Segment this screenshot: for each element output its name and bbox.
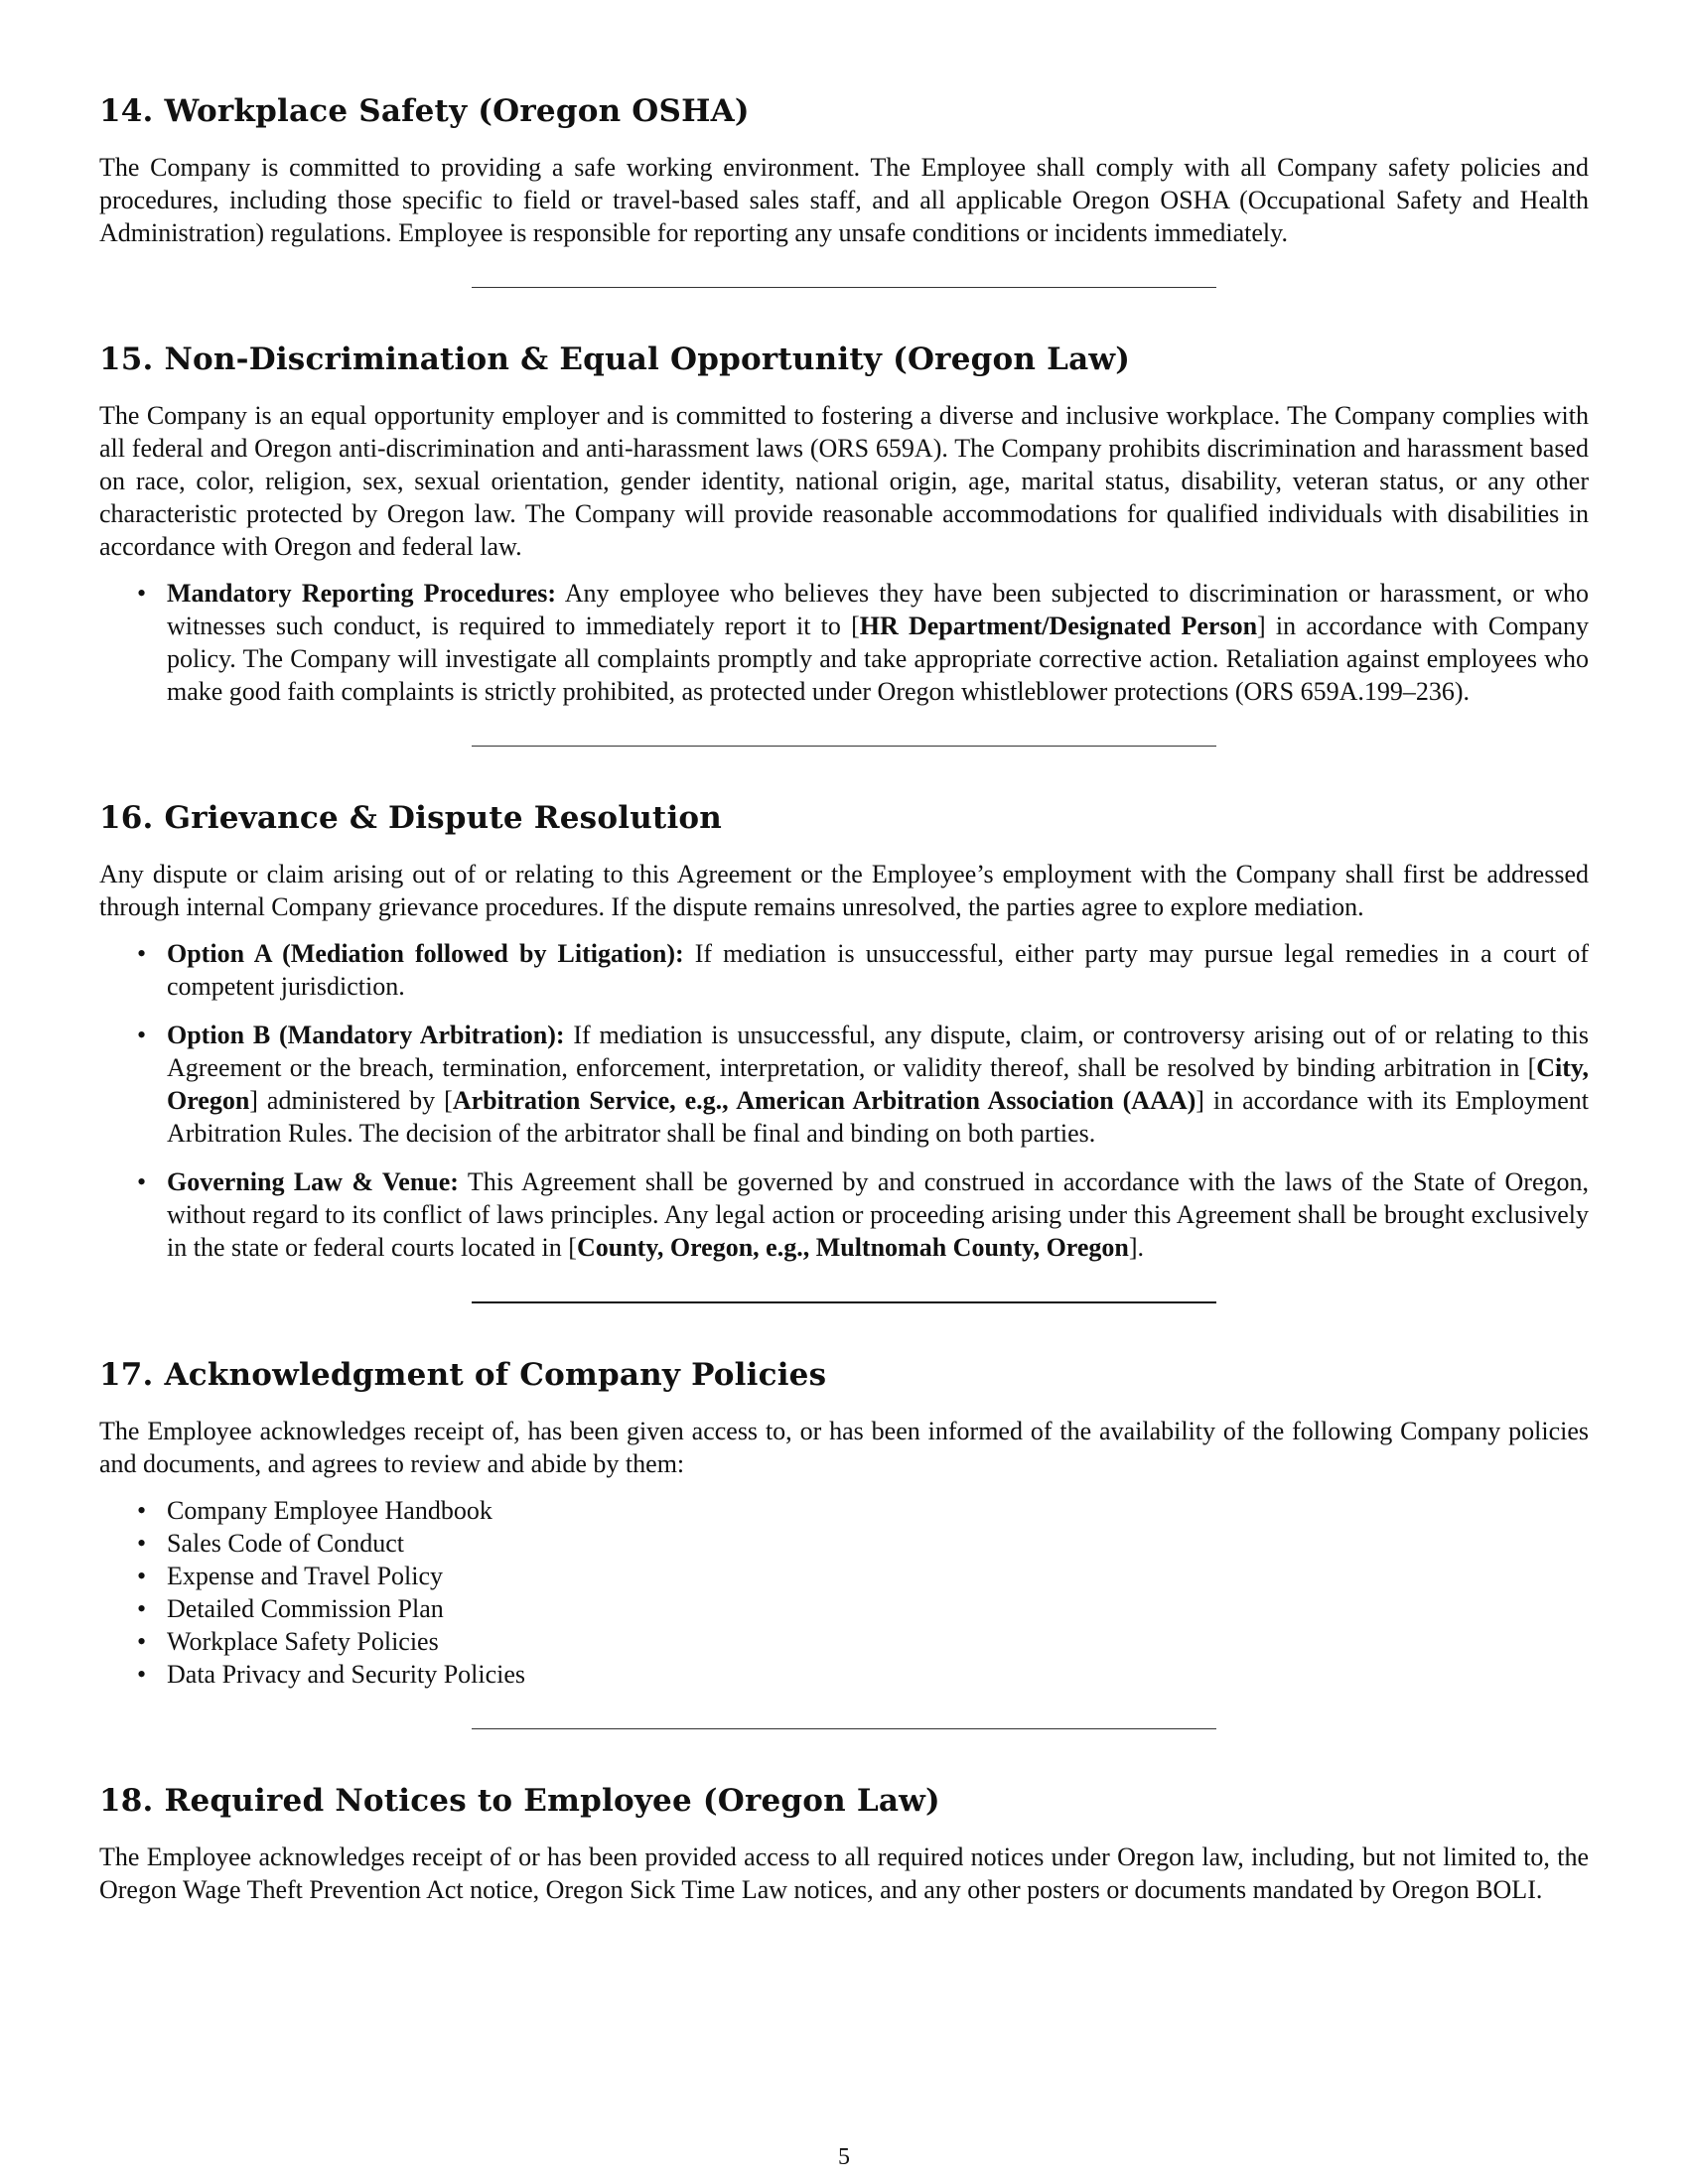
bullet-text: ] in accordance with its Employment Arbitration Rules. The decision of the arbitrator shall be final and binding on both parties. xyxy=(167,1086,1589,1148)
section-paragraph: The Company is committed to providing a safe working environment. The Employee shall comply with all Company safety policies and procedures, including those specific to field or travel-based sales staff, and all applicable Oregon OSHA (Occupational Safety and Health Administration) regulations. Employee is responsible for reporting any unsafe conditions or incidents immediately. xyxy=(99,153,1589,247)
placeholder-text: City, Oregon xyxy=(167,1053,1589,1115)
section-heading: 17. Acknowledgment of Company Policies xyxy=(99,1357,827,1393)
page-number: 5 xyxy=(838,2144,850,2170)
list-item: • Detailed Commission Plan xyxy=(167,1592,1589,1625)
bullet-text: This Agreement shall be governed by and construed in accordance with the laws of the State of Oregon, without regard to its conflict of laws principles. Any legal action or proceeding arising under this Agreement shall be brought exclusively in the state or federal courts located in [ xyxy=(167,1167,1589,1262)
list-item xyxy=(167,1019,1589,1150)
list-item: • Sales Code of Conduct xyxy=(167,1527,1589,1560)
list-item xyxy=(167,577,1589,708)
list-item: • Company Employee Handbook xyxy=(167,1494,1589,1527)
placeholder-text: HR Department/Designated Person xyxy=(859,612,1258,640)
bullet-label: Governing Law & Venue: xyxy=(167,1167,459,1196)
document-page xyxy=(99,91,1589,1906)
bullet-label: Option B (Mandatory Arbitration): xyxy=(167,1021,565,1049)
bullet-text: ] administered by [ xyxy=(249,1086,453,1115)
section-paragraph: The Company is an equal opportunity employer and is committed to fostering a diverse and inclusive workplace. The Company complies with all federal and Oregon anti-discrimination and anti-harassment laws (ORS 659A). The Company prohibits discrimination and harassment based on race, color, religion, sex, sexual orientation, gender identity, national origin, age, marital status, disability, veteran status, or any other characteristic protected by Oregon law. The Company will provide reasonable accommodations for qualified individuals with disabilities in accordance with Oregon and federal law. xyxy=(99,401,1589,561)
list-item xyxy=(167,937,1589,1003)
section-16 xyxy=(99,798,1589,1264)
bullet-text: Any employee who believes they have been subjected to discrimination or harassment, or who witnesses such conduct, is required to immediately report it to [ xyxy=(167,579,1589,640)
section-paragraph: The Employee acknowledges receipt of or has been provided access to all required notices under Oregon law, including, but not limited to, the Oregon Wage Theft Prevention Act notice, Oregon Sick Time Law notices, and any other posters or documents mandated by Oregon BOLI. xyxy=(99,1843,1589,1904)
section-17 xyxy=(99,1355,1589,1691)
policy-list xyxy=(99,1494,1589,1691)
section-15 xyxy=(99,340,1589,708)
bullet-text: ]. xyxy=(1128,1233,1145,1262)
section-divider xyxy=(472,287,1216,288)
placeholder-text: Arbitration Service, e.g., American Arbitration Association (AAA) xyxy=(452,1086,1196,1115)
list-item: • Expense and Travel Policy xyxy=(167,1560,1589,1592)
list-item: • Workplace Safety Policies xyxy=(167,1625,1589,1658)
section-heading: 16. Grievance & Dispute Resolution xyxy=(99,800,723,836)
bullet-label: Option A (Mediation followed by Litigation): xyxy=(167,939,684,968)
section-heading: 14. Workplace Safety (Oregon OSHA) xyxy=(99,93,750,129)
list-item xyxy=(167,1165,1589,1264)
bullet-text: If mediation is unsuccessful, any dispute, claim, or controversy arising out of or relating to this Agreement or the breach, termination, enforcement, interpretation, or validity thereof, shall be resolved by binding arbitration in [ xyxy=(167,1021,1589,1082)
bullet-text: ] in accordance with Company policy. The Company will investigate all complaints promptly and take appropriate corrective action. Retaliation against employees who make good faith complaints is strictly prohibited, as protected under Oregon whistleblower protections (ORS 659A.199–236). xyxy=(167,612,1589,706)
section-divider xyxy=(472,746,1216,747)
bullet-list xyxy=(99,577,1589,708)
section-heading: 15. Non-Discrimination & Equal Opportunity (Oregon Law) xyxy=(99,341,1131,377)
section-paragraph: The Employee acknowledges receipt of, has been given access to, or has been informed of the availability of the following Company policies and documents, and agrees to review and abide by them: xyxy=(99,1417,1589,1478)
bullet-text: If mediation is unsuccessful, either party may pursue legal remedies in a court of competent jurisdiction. xyxy=(167,939,1589,1001)
section-paragraph: Any dispute or claim arising out of or relating to this Agreement or the Employee’s employment with the Company shall first be addressed through internal Company grievance procedures. If the dispute remains unresolved, the parties agree to explore mediation. xyxy=(99,860,1589,921)
section-divider xyxy=(472,1301,1216,1303)
bullet-list xyxy=(99,937,1589,1264)
placeholder-text: County, Oregon, e.g., Multnomah County, Oregon xyxy=(576,1233,1129,1262)
section-heading: 18. Required Notices to Employee (Oregon Law) xyxy=(99,1783,940,1819)
section-divider xyxy=(472,1728,1216,1729)
section-18 xyxy=(99,1781,1589,1906)
list-item: • Data Privacy and Security Policies xyxy=(167,1658,1589,1691)
section-14 xyxy=(99,91,1589,249)
bullet-label: Mandatory Reporting Procedures: xyxy=(167,579,557,608)
